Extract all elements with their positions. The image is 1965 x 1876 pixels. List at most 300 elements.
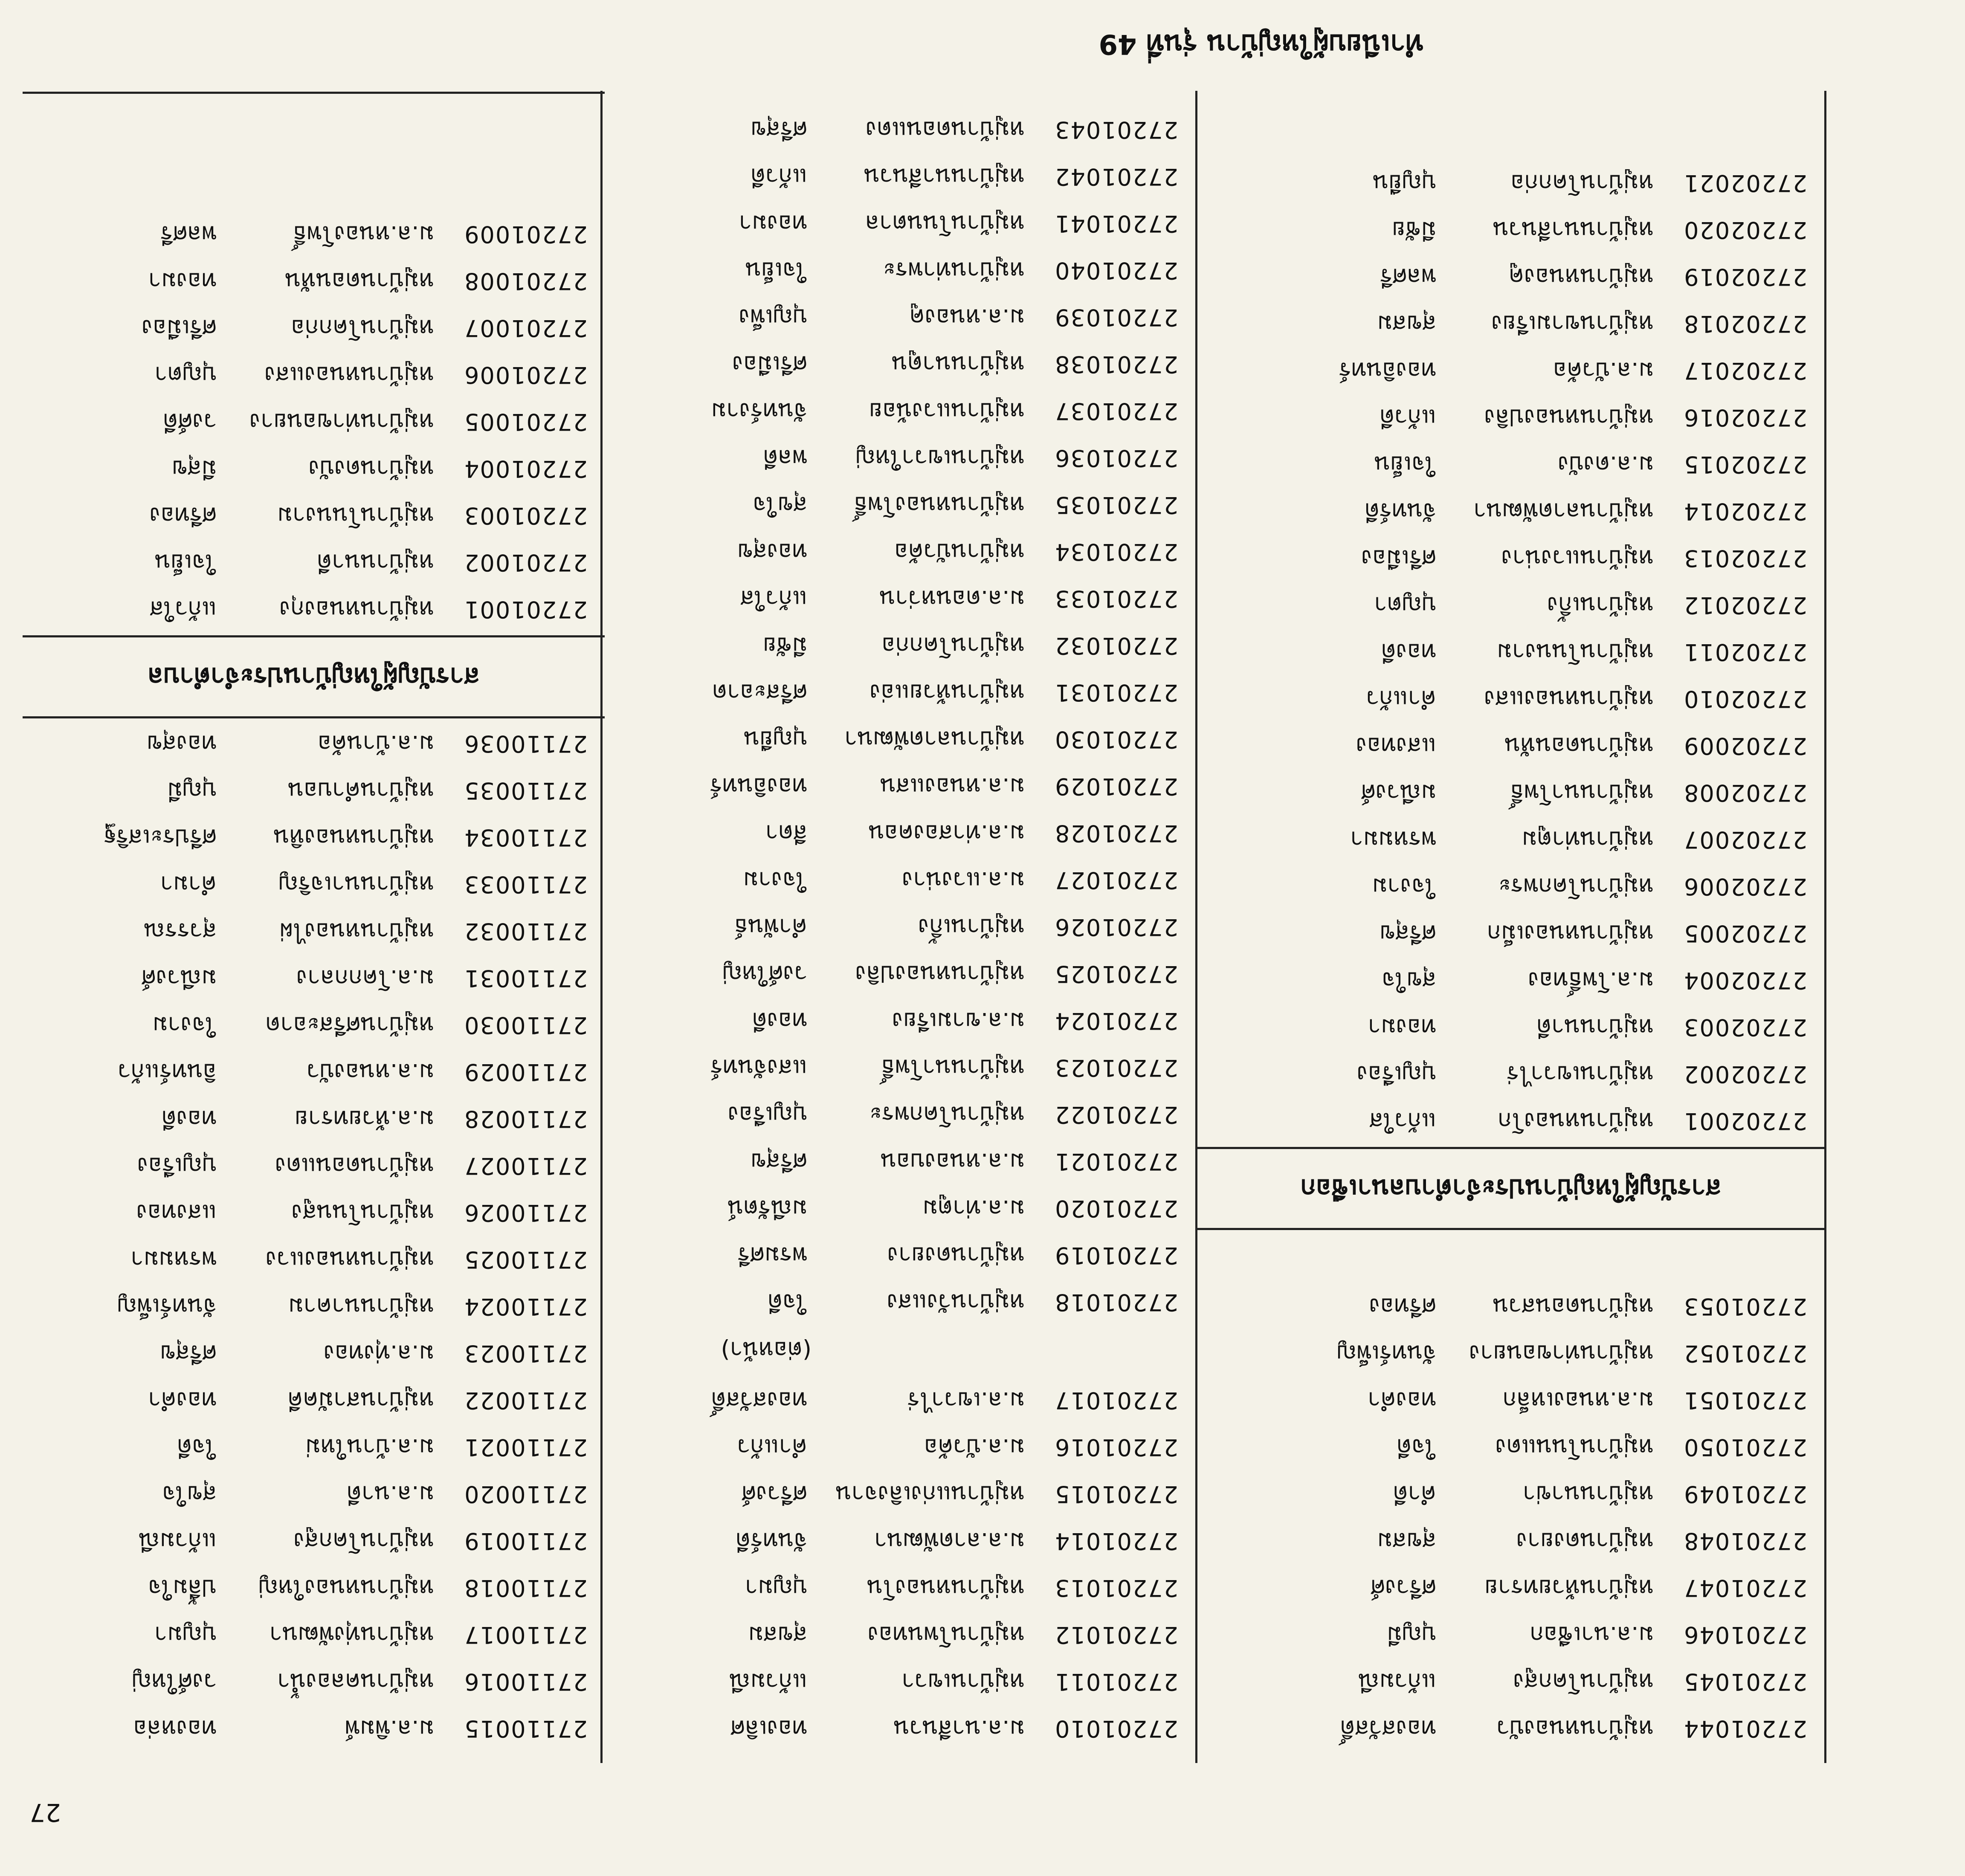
entry-name: ศรีเมือง (1361, 545, 1436, 572)
entry-place: หมู่บ้านเขวาไร่ (1507, 1061, 1654, 1088)
entry-code: 27201033 (1054, 585, 1178, 613)
entry-name: คำมา (160, 871, 217, 898)
entry-code: 27201053 (1683, 1293, 1807, 1320)
entry-name: จันทร์งาม (711, 398, 807, 425)
entry-name: ทองคำ (1368, 1387, 1436, 1414)
entry-place: หมู่บ้านหนองแวง (265, 1246, 434, 1273)
entry-place: หมู่บ้านห้วยทราย (1484, 1575, 1654, 1601)
entry-place: หมู่บ้านสามัคคี (287, 1387, 434, 1414)
entry-code: 27201020 (1054, 1195, 1178, 1222)
entry-name: บุญมา (745, 1575, 807, 1601)
entry-code: 27201002 (464, 549, 588, 576)
entry-code: 27110029 (464, 1059, 588, 1086)
entry-place: หมู่บ้านโคกก่อ (1510, 170, 1654, 197)
entry-place: หมู่บ้านนาดี (316, 549, 434, 576)
entry-place: หมู่บ้านนาโพธิ์ (1510, 779, 1654, 806)
list-item (603, 904, 1195, 951)
entry-place: หมู่บ้านนาสีนวน (1493, 217, 1654, 243)
entry-name: ทองดี (161, 1106, 217, 1132)
list-item (603, 107, 1195, 153)
list-item (1197, 535, 1824, 582)
entry-name: ศรีสะอาด (712, 679, 807, 706)
entry-place: หมู่บ้านท่าขอนยาง (249, 408, 434, 435)
entry-name: บุญมี (167, 777, 217, 804)
entry-place: หมู่บ้านโคกพระ (869, 1101, 1025, 1128)
entry-name: ศรีสุข (750, 116, 807, 143)
entry-name: พรหมมา (130, 1246, 217, 1273)
entry-code: 27110016 (464, 1668, 588, 1696)
entry-place: ม.ล.หนองบัว (307, 1059, 434, 1086)
entry-name: แสงทอง (1356, 732, 1436, 759)
list-item (23, 1236, 605, 1283)
section-heading: สารบัญผู้ใหญ่บ้านประจำตำบลนาเชือก (1197, 1147, 1824, 1230)
entry-code: 27110026 (464, 1199, 588, 1227)
entry-code: 27201032 (1054, 632, 1178, 660)
list-item (23, 446, 605, 492)
entry-name: มณีรัตน์ (727, 1195, 807, 1222)
entry-place: ม.ล.ท่าสองคอน (868, 820, 1025, 847)
entry-place: หมู่บ้านท่าตูม (1522, 826, 1654, 853)
entry-code: 27202021 (1683, 170, 1807, 197)
list-item (1197, 676, 1824, 723)
list-item (23, 258, 605, 305)
entry-place: หมู่บ้านหนองแสง (264, 362, 434, 388)
list-item (1197, 394, 1824, 441)
entry-place: หมู่บ้านเขวา (901, 1668, 1025, 1695)
entry-code: 27201043 (1054, 116, 1178, 144)
entry-code: 27201017 (1054, 1387, 1178, 1414)
entry-code: 27201013 (1054, 1575, 1178, 1602)
list-item (23, 908, 605, 955)
entry-name: คำแก้ว (737, 1434, 807, 1461)
entry-place: หมู่บ้านศรีสะอาด (265, 1012, 434, 1039)
entry-code: 27201028 (1054, 820, 1178, 847)
entry-place: หมู่บ้านนาคาม (288, 1293, 434, 1320)
entry-code: 27201011 (1054, 1668, 1178, 1696)
list-item (1197, 1471, 1824, 1518)
entry-code: 27202003 (1683, 1014, 1807, 1041)
entry-code: 27201038 (1054, 351, 1178, 378)
entry-code: 27201044 (1683, 1715, 1807, 1743)
entry-name: ทองสวัสดิ์ (711, 1387, 807, 1414)
list-item (23, 211, 605, 258)
list-item (603, 1279, 1195, 1326)
entry-name: บุญเรือง (727, 1101, 807, 1128)
entry-code: 27201014 (1054, 1528, 1178, 1555)
entry-code: 27201003 (464, 502, 588, 530)
entry-code: 27202019 (1683, 263, 1807, 291)
entry-place: หมู่บ้านโคกก่อ (291, 315, 434, 342)
list-item (23, 767, 605, 814)
entry-name: ทองสวัสดิ์ (1340, 1715, 1436, 1742)
list-item (603, 294, 1195, 341)
list-item (1197, 1565, 1824, 1612)
list-item (23, 539, 605, 586)
entry-code: 27201027 (1054, 867, 1178, 894)
entry-code: 27110015 (464, 1715, 588, 1743)
entry-code: 27202018 (1683, 310, 1807, 338)
entry-place: ม.ล.นาดี (346, 1481, 434, 1508)
entry-place: หมู่บ้านคำบอน (288, 777, 434, 804)
entry-name: ทองเลิศ (730, 1715, 807, 1742)
entry-code: 27201005 (464, 408, 588, 436)
list-item (603, 388, 1195, 435)
list-item (603, 1659, 1195, 1705)
entry-place: หมู่บ้านบัวค้อ (894, 538, 1025, 565)
list-item (1197, 301, 1824, 347)
entry-code: 27201042 (1054, 163, 1178, 191)
entry-place: ม.ล.นาเชือก (1530, 1621, 1654, 1648)
entry-name: พลศรี (160, 221, 217, 248)
entry-place: หมู่บ้านหนองเม็ก (1487, 920, 1654, 947)
entry-place: ม.ล.ทุ่งทอง (323, 1340, 434, 1367)
entry-name: มีชัย (1392, 217, 1436, 243)
list-item (1197, 1098, 1824, 1145)
entry-place: หมู่บ้านโนนตาล (865, 210, 1025, 237)
entry-code: 27201001 (464, 596, 588, 623)
entry-name: สุขใจ (1382, 967, 1436, 994)
entry-name: พรหมมา (1350, 826, 1436, 853)
entry-name: บุญเรือง (137, 1152, 217, 1179)
list-item (23, 1612, 605, 1659)
entry-code: 27110022 (464, 1387, 588, 1414)
entry-code: 27110034 (464, 824, 588, 851)
list-item (23, 305, 605, 352)
entry-place: หมู่บ้านนาสีนวน (864, 163, 1025, 190)
entry-place: หมู่บ้านหนองโพธิ์ (853, 492, 1025, 518)
entry-name: แสงจันทร์ (710, 1054, 807, 1081)
list-item (603, 810, 1195, 857)
list-item (1197, 1705, 1824, 1752)
entry-place: หมู่บ้านหนองโก (1498, 1108, 1654, 1135)
entry-name: บุญมี (1387, 1621, 1436, 1648)
entry-place: หมู่บ้านลาดพัฒนา (1473, 498, 1654, 525)
page-number: 27 (29, 1798, 61, 1827)
entry-name: ศรีสุข (750, 1148, 807, 1175)
section-heading: สารบัญผู้ใหญ่บ้านประจำตำบล (23, 635, 605, 718)
entry-name: แก้วมณี (1358, 1668, 1436, 1695)
list-item (23, 492, 605, 539)
entry-name: มีสุข (171, 455, 217, 482)
list-item (23, 399, 605, 446)
list-item (1197, 1659, 1824, 1705)
entry-name: แสงทอง (136, 1199, 217, 1226)
entry-code: 27202004 (1683, 967, 1807, 994)
entry-name: บุญเพ็ง (739, 304, 807, 331)
entry-name: แก้วมณี (729, 1668, 807, 1695)
list-item (23, 1283, 605, 1330)
entry-name: คำดี (1393, 1481, 1436, 1508)
entry-code: 27201015 (1054, 1481, 1178, 1508)
entry-place: ม.ล.หนองโพธิ์ (293, 221, 434, 248)
column-3 (1195, 91, 1826, 1763)
entry-name: ใจงาม (1372, 873, 1436, 900)
entry-name: วงศ์ดี (162, 408, 217, 435)
list-item (603, 951, 1195, 998)
entry-place: หมู่บ้านนาดี (1536, 1014, 1654, 1041)
list-item (603, 622, 1195, 669)
entry-place: หมู่บ้านโคกพระ (1498, 873, 1654, 900)
entry-place: หมู่บ้านดอนแดง (275, 1152, 434, 1179)
list-item (1197, 1051, 1824, 1098)
entry-code: 27110017 (464, 1621, 588, 1649)
entry-code: 27110025 (464, 1246, 588, 1274)
list-item (1197, 488, 1824, 535)
list-item (1197, 1004, 1824, 1051)
entry-name: ทองคำ (148, 1387, 217, 1414)
entry-place: หมู่บ้านโนนแดง (1495, 1434, 1654, 1461)
entry-code: 27201034 (1054, 538, 1178, 566)
list-item (1197, 629, 1824, 676)
entry-code: 27202008 (1683, 779, 1807, 807)
entry-code: 27110023 (464, 1340, 588, 1367)
column-1 (23, 91, 605, 1763)
entry-name: ทองมา (739, 210, 807, 237)
entry-name: จันทร์เพ็ญ (1336, 1340, 1436, 1367)
entry-name: วงศ์ใหญ่ (132, 1668, 217, 1695)
entry-code: 27201049 (1683, 1481, 1807, 1508)
entry-name: สุขสม (748, 1621, 807, 1648)
entry-name: ทองอินทร์ (1339, 357, 1436, 384)
list-item (603, 1377, 1195, 1424)
list-item (23, 1377, 605, 1424)
entry-code: 27201052 (1683, 1340, 1807, 1367)
entry-place: ม.ล.หนองแสน (880, 773, 1025, 800)
list-item (603, 1518, 1195, 1565)
entry-name: ศรีทอง (1369, 1293, 1436, 1320)
entry-place: หมู่บ้านหนองหิน (273, 824, 434, 851)
entry-name: สุขสม (1377, 1528, 1436, 1555)
entry-name: ศรีสุข (159, 1340, 217, 1367)
entry-code: 27202002 (1683, 1061, 1807, 1088)
entry-name: พลศรี (1380, 263, 1436, 290)
entry-name: พลดี (763, 445, 807, 472)
entry-name: ทองมา (148, 268, 217, 295)
list-item (603, 1232, 1195, 1279)
entry-code: 27201047 (1683, 1575, 1807, 1602)
entry-place: หมู่บ้านเขวาใหญ่ (855, 445, 1025, 472)
entry-name: ใจดี (1396, 1434, 1436, 1461)
entry-place: ม.ล.หนองบอน (881, 1148, 1025, 1175)
entry-place: หมู่บ้านโนนงาม (1497, 639, 1654, 666)
list-item (1197, 160, 1824, 207)
entry-place: หมู่บ้านหนองแสง (1484, 686, 1654, 712)
entry-code: 27201018 (1054, 1289, 1178, 1316)
entry-code: 27110021 (464, 1434, 588, 1461)
entry-code: 27201008 (464, 268, 588, 295)
entry-name: ใจเย็น (1374, 451, 1436, 478)
entry-code: 27110027 (464, 1152, 588, 1180)
list-item (1197, 254, 1824, 301)
entry-place: ม.ล.หนองเหล็ก (1502, 1387, 1654, 1414)
entry-place: ม.ล.ดงบัง (1557, 451, 1654, 478)
entry-code: 27201012 (1054, 1621, 1178, 1649)
entry-place: ม.ล.โพธิ์ทอง (1528, 967, 1654, 994)
entry-code: 27110035 (464, 777, 588, 805)
entry-place: หมู่บ้านหนองคู (1508, 263, 1654, 290)
entry-code: 27201009 (464, 221, 588, 248)
list-item (603, 1091, 1195, 1138)
entry-name: สีดา (765, 820, 807, 847)
entry-place: หมู่บ้านหนองโน (867, 1575, 1025, 1601)
entry-name: ใจเย็น (745, 257, 807, 284)
entry-place: ม.ล.แวงน่าง (901, 867, 1025, 894)
list-item (1197, 441, 1824, 488)
entry-code: 27202009 (1683, 732, 1807, 760)
entry-code: 27201021 (1054, 1148, 1178, 1175)
list-item (1197, 1612, 1824, 1659)
entry-place: หมู่บ้านหนองปลิง (1484, 404, 1654, 431)
entry-code: 27201022 (1054, 1101, 1178, 1129)
entry-code: 27201023 (1054, 1054, 1178, 1082)
entry-place: ม.ล.นาสีนวน (893, 1715, 1025, 1742)
entry-code: 27201026 (1054, 914, 1178, 941)
list-item (23, 1190, 605, 1236)
list-item (603, 341, 1195, 388)
entry-place: หมู่บ้านหนองไผ่ (279, 918, 434, 945)
entry-place: หมู่บ้านท่าขอนยาง (1469, 1340, 1654, 1367)
entry-name: ทองสุข (737, 538, 807, 565)
entry-code: 27201007 (464, 315, 588, 342)
entry-place: หมู่บ้านโคกก่อ (881, 632, 1025, 659)
entry-code: 27202015 (1683, 451, 1807, 478)
entry-code: 27110019 (464, 1528, 588, 1555)
entry-name: ใจดี (177, 1434, 217, 1461)
entry-place: หมู่บ้านทุ่งพัฒนา (269, 1621, 434, 1648)
entry-place: หมู่บ้านเกิ้ง (918, 914, 1025, 941)
entry-place: หมู่บ้านนาโพธิ์ (881, 1054, 1025, 1081)
entry-name: คำแก้ว (1366, 686, 1436, 712)
entry-name: บุญยืน (744, 726, 807, 753)
entry-place: หมู่บ้านนาดูน (892, 351, 1025, 378)
entry-name: จันทร์ดี (1364, 498, 1436, 525)
entry-name: บุญมา (154, 1621, 217, 1648)
entry-place: หมู่บ้านโคกสูง (1513, 1668, 1654, 1695)
entry-code: 27201036 (1054, 445, 1178, 472)
list-item (1197, 1377, 1824, 1424)
entry-place: ม.ล.บ้านใหม่ (305, 1434, 434, 1461)
entry-place: หมู่บ้านดอนสวน (1493, 1293, 1654, 1320)
entry-place: หมู่บ้านโนนงาม (277, 502, 434, 529)
entry-place: ม.ล.หนองคู (909, 304, 1025, 331)
list-item (603, 998, 1195, 1045)
entry-code: 27202005 (1683, 920, 1807, 947)
entry-name: พรมศรี (737, 1242, 807, 1269)
entry-place: หมู่บ้านนาข่า (1522, 1481, 1654, 1508)
entry-name: มณีวงศ์ (141, 965, 217, 992)
entry-name: ศรีประเสริฐ (103, 824, 217, 851)
entry-code: 27201048 (1683, 1528, 1807, 1555)
entry-code: 27110032 (464, 918, 588, 945)
entry-name: ใจเย็น (154, 549, 217, 576)
entry-place: หมู่บ้านดอนแดง (865, 116, 1025, 143)
entry-code: 27201031 (1054, 679, 1178, 706)
list-item (23, 1659, 605, 1705)
entry-name: ศรีวงศ์ (1370, 1575, 1436, 1601)
list-item (1197, 1518, 1824, 1565)
entry-place: หมู่บ้านหนองกุง (279, 596, 434, 623)
continuation-note: (ต่อหน้า) (721, 1337, 812, 1364)
entry-code: 27201041 (1054, 210, 1178, 237)
entry-name: แก้วใส (1369, 1108, 1436, 1135)
list-item (1197, 1330, 1824, 1377)
entry-code: 27110030 (464, 1012, 588, 1039)
entry-code: 27110031 (464, 965, 588, 992)
entry-place: ม.ล.ลาดพัฒนา (874, 1528, 1025, 1555)
list-item (603, 200, 1195, 247)
list-item (603, 1565, 1195, 1612)
entry-code: 27201046 (1683, 1621, 1807, 1649)
entry-place: หมู่บ้านลาดพัฒนา (844, 726, 1025, 753)
entry-code: 27201029 (1054, 773, 1178, 800)
entry-name: จันทร์ดี (735, 1528, 807, 1555)
list-item (1197, 910, 1824, 957)
entry-code: 27201050 (1683, 1434, 1807, 1461)
entry-name: คำพันธ์ (734, 914, 807, 941)
entry-code: 27202014 (1683, 498, 1807, 525)
entry-name: สุวรรณ (143, 918, 217, 945)
list-item (23, 1330, 605, 1377)
entry-name: ทองดี (1381, 639, 1436, 666)
list-item (23, 1565, 605, 1612)
entry-name: วงศ์ใหญ่ (722, 961, 807, 987)
list-item (1197, 863, 1824, 910)
list-item (603, 763, 1195, 810)
entry-name: จันทร์เพ็ญ (117, 1293, 217, 1320)
entry-code: 27110033 (464, 871, 588, 898)
list-item (23, 1471, 605, 1518)
list-item (603, 153, 1195, 200)
entry-name: บุญเรือง (1356, 1061, 1436, 1088)
entry-place: หมู่บ้านนาเจริญ (278, 871, 434, 898)
list-item (23, 721, 605, 767)
entry-place: หมู่บ้านคลองน้ำ (277, 1668, 434, 1695)
entry-code: 27201030 (1054, 726, 1178, 753)
list-item (23, 1096, 605, 1143)
entry-name: ทองดี (752, 1007, 807, 1034)
entry-place: หมู่บ้านหนองบัว (1496, 1715, 1654, 1742)
list-item (603, 247, 1195, 294)
entry-name: แก้วใส (740, 585, 807, 612)
entry-place: ม.ล.โคกกลาง (296, 965, 434, 992)
entry-code: 27202007 (1683, 826, 1807, 854)
list-item (23, 1049, 605, 1096)
entry-place: ม.ล.บัวค้อ (924, 1434, 1025, 1461)
entry-code: 27201037 (1054, 398, 1178, 425)
entry-place: หมู่บ้านโพนทอง (867, 1621, 1025, 1648)
list-item (1197, 347, 1824, 394)
entry-name: ทองหล่อ (133, 1715, 217, 1742)
list-item (603, 1424, 1195, 1471)
list-item (23, 1002, 605, 1049)
entry-code: 27201004 (464, 455, 588, 483)
entry-code: 27201016 (1054, 1434, 1178, 1461)
entry-name: มณีวงศ์ (1361, 779, 1436, 806)
entry-code: 27110020 (464, 1481, 588, 1508)
entry-code: 27201019 (1054, 1242, 1178, 1269)
entry-code: 27202016 (1683, 404, 1807, 431)
entry-code: 27201051 (1683, 1387, 1807, 1414)
entry-name: ทองอินทร์ (710, 773, 807, 800)
list-item (603, 529, 1195, 576)
entry-place: หมู่บ้านห้วยแอ่ง (869, 679, 1025, 706)
entry-code: 27201045 (1683, 1668, 1807, 1696)
list-item (603, 669, 1195, 716)
list-item (23, 352, 605, 399)
entry-name: มีชัย (763, 632, 807, 659)
entry-code: 27201010 (1054, 1715, 1178, 1743)
entry-name: ศรีเมือง (732, 351, 807, 378)
